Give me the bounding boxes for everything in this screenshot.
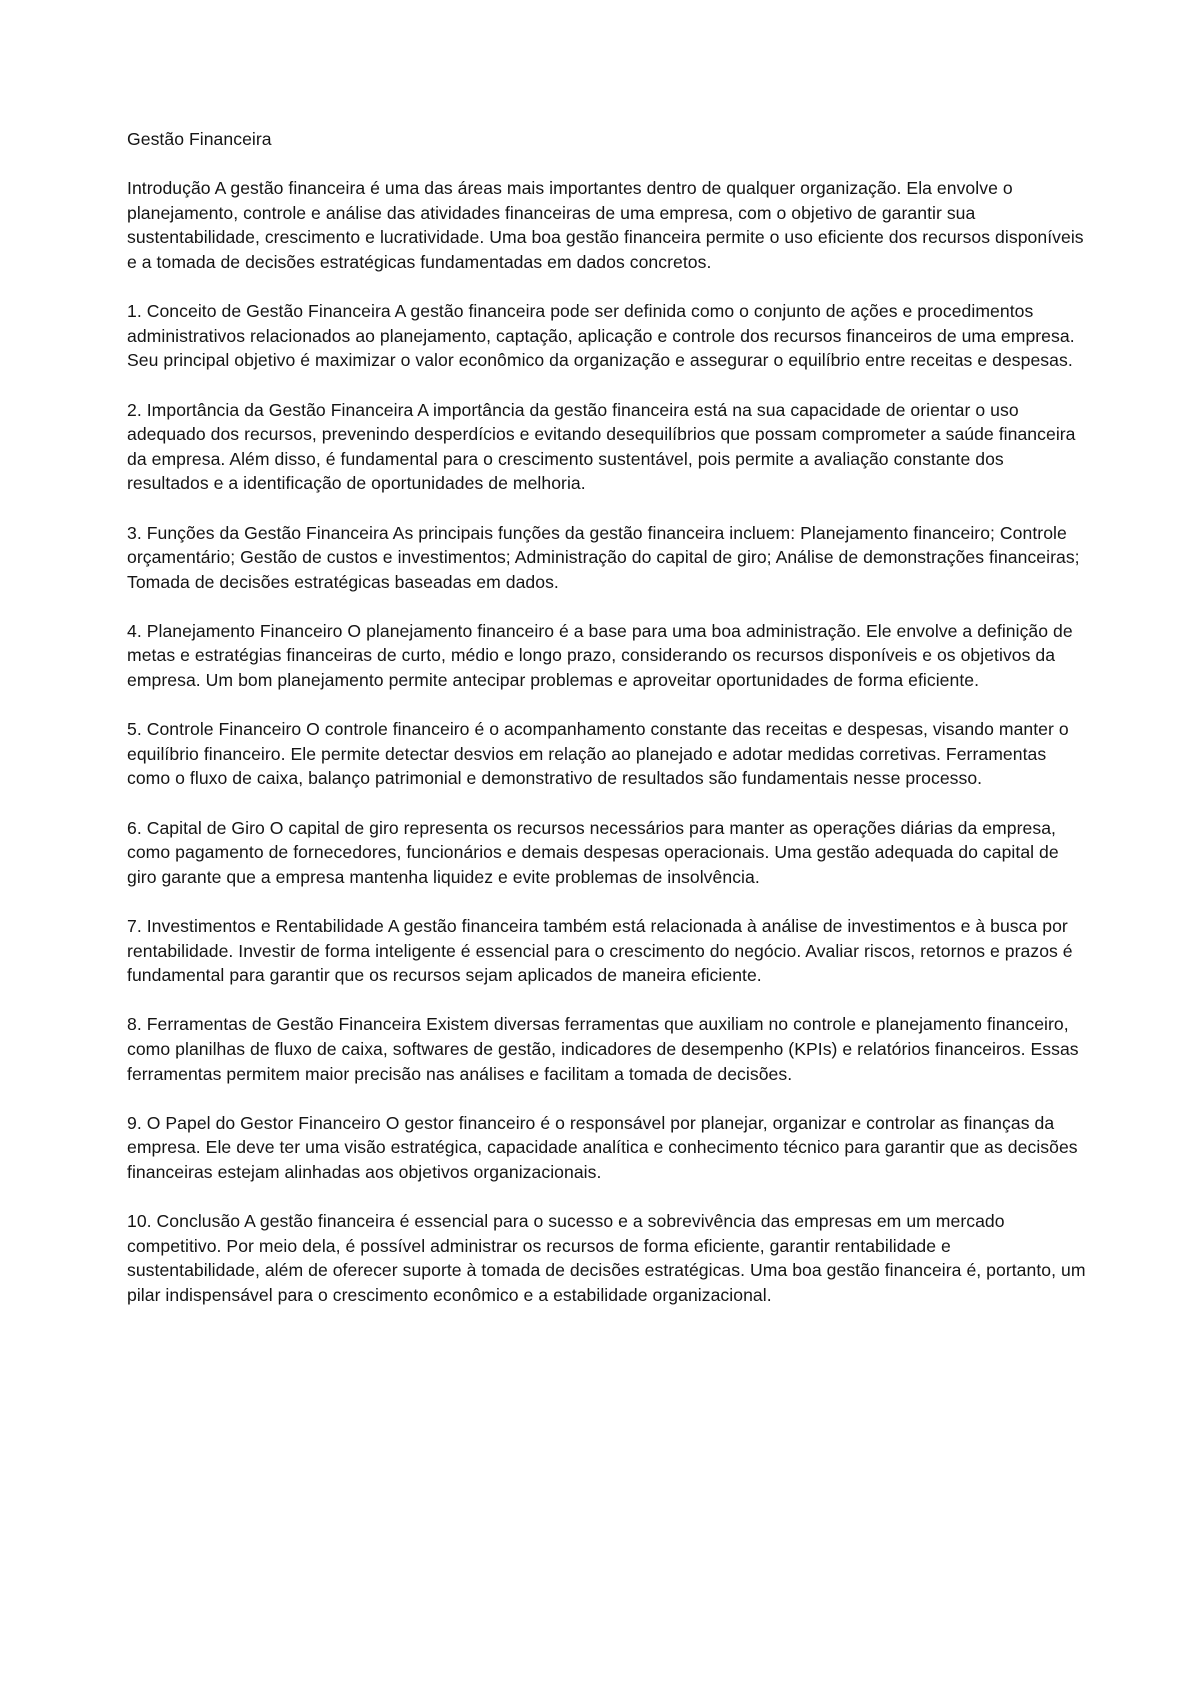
paragraph-section-10: 10. Conclusão A gestão financeira é essencial para o sucesso e a sobrevivência das empresas em um mercado competitivo. Por meio dela, é possível administrar os recursos de forma eficiente, garantir rentabilidade e sustentabilidade, além de oferecer suporte à tomada de decisões estratégicas. Uma boa gestão financeira é, portanto, um pilar indispensável para o crescimento econômico e a estabilidade organizacional.	[127, 1211, 1086, 1305]
paragraph-section-5: 5. Controle Financeiro O controle financeiro é o acompanhamento constante das receitas e despesas, visando manter o equilíbrio financeiro. Ele permite detectar desvios em relação ao planejado e adotar medidas corretivas. Ferramentas como o fluxo de caixa, balanço patrimonial e demonstrativo de resultados são fundamentais nesse processo.	[127, 719, 1069, 789]
document-page	[127, 127, 1087, 1332]
paragraph-section-2: 2. Importância da Gestão Financeira A importância da gestão financeira está na sua capacidade de orientar o uso adequado dos recursos, prevenindo desperdícios e evitando desequilíbrios que possam comprometer a saúde financeira da empresa. Além disso, é fundamental para o crescimento sustentável, pois permite a avaliação constante dos resultados e a identificação de oportunidades de melhoria.	[127, 399, 1076, 494]
paragraph-section-9: 9. O Papel do Gestor Financeiro O gestor financeiro é o responsável por planejar, organizar e controlar as finanças da empresa. Ele deve ter uma visão estratégica, capacidade analítica e conhecimento técnico para garantir que as decisões financeiras estejam alinhadas aos objetivos organizacionais.	[127, 1112, 1078, 1182]
document-title: Gestão Financeira	[127, 129, 272, 149]
paragraph-section-8: 8. Ferramentas de Gestão Financeira Existem diversas ferramentas que auxiliam no controle e planejamento financeiro, como planilhas de fluxo de caixa, softwares de gestão, indicadores de desempenho (KPIs) e relatórios financeiros. Essas ferramentas permitem maior precisão nas análises e facilitam a tomada de decisões.	[127, 1014, 1079, 1084]
paragraph-section-7: 7. Investimentos e Rentabilidade A gestão financeira também está relacionada à análise de investimentos e à busca por rentabilidade. Investir de forma inteligente é essencial para o crescimento do negócio. Avaliar riscos, retornos e prazos é fundamental para garantir que os recursos sejam aplicados de maneira eficiente.	[127, 916, 1073, 986]
paragraph-introduction: Introdução A gestão financeira é uma das áreas mais importantes dentro de qualquer organização. Ela envolve o planejamento, controle e análise das atividades financeiras de uma empresa, com o objetivo de garantir sua sustentabilidade, crescimento e lucratividade. Uma boa gestão financeira permite o uso eficiente dos recursos disponíveis e a tomada de decisões estratégicas fundamentadas em dados concretos.	[127, 178, 1084, 272]
paragraph-section-6: 6. Capital de Giro O capital de giro representa os recursos necessários para manter as operações diárias da empresa, como pagamento de fornecedores, funcionários e demais despesas operacionais. Uma gestão adequada do capital de giro garante que a empresa mantenha liquidez e evite problemas de insolvência.	[127, 817, 1059, 887]
paragraph-section-3: 3. Funções da Gestão Financeira As principais funções da gestão financeira incluem: Planejamento financeiro; Controle orçamentário; Gestão de custos e investimentos; Administração do capital de giro; Análise de demonstrações financeiras; Tomada de decisões estratégicas baseadas em dados.	[127, 522, 1080, 592]
paragraph-section-4: 4. Planejamento Financeiro O planejamento financeiro é a base para uma boa administração. Ele envolve a definição de metas e estratégias financeiras de curto, médio e longo prazo, considerando os recursos disponíveis e os objetivos da empresa. Um bom planejamento permite antecipar problemas e aproveitar oportunidades de forma eficiente.	[127, 620, 1073, 691]
paragraph-section-1: 1. Conceito de Gestão Financeira A gestão financeira pode ser definida como o conjunto de ações e procedimentos administrativos relacionados ao planejamento, captação, aplicação e controle dos recursos financeiros de uma empresa. Seu principal objetivo é maximizar o valor econômico da organização e assegurar o equilíbrio entre receitas e despesas.	[127, 301, 1075, 371]
